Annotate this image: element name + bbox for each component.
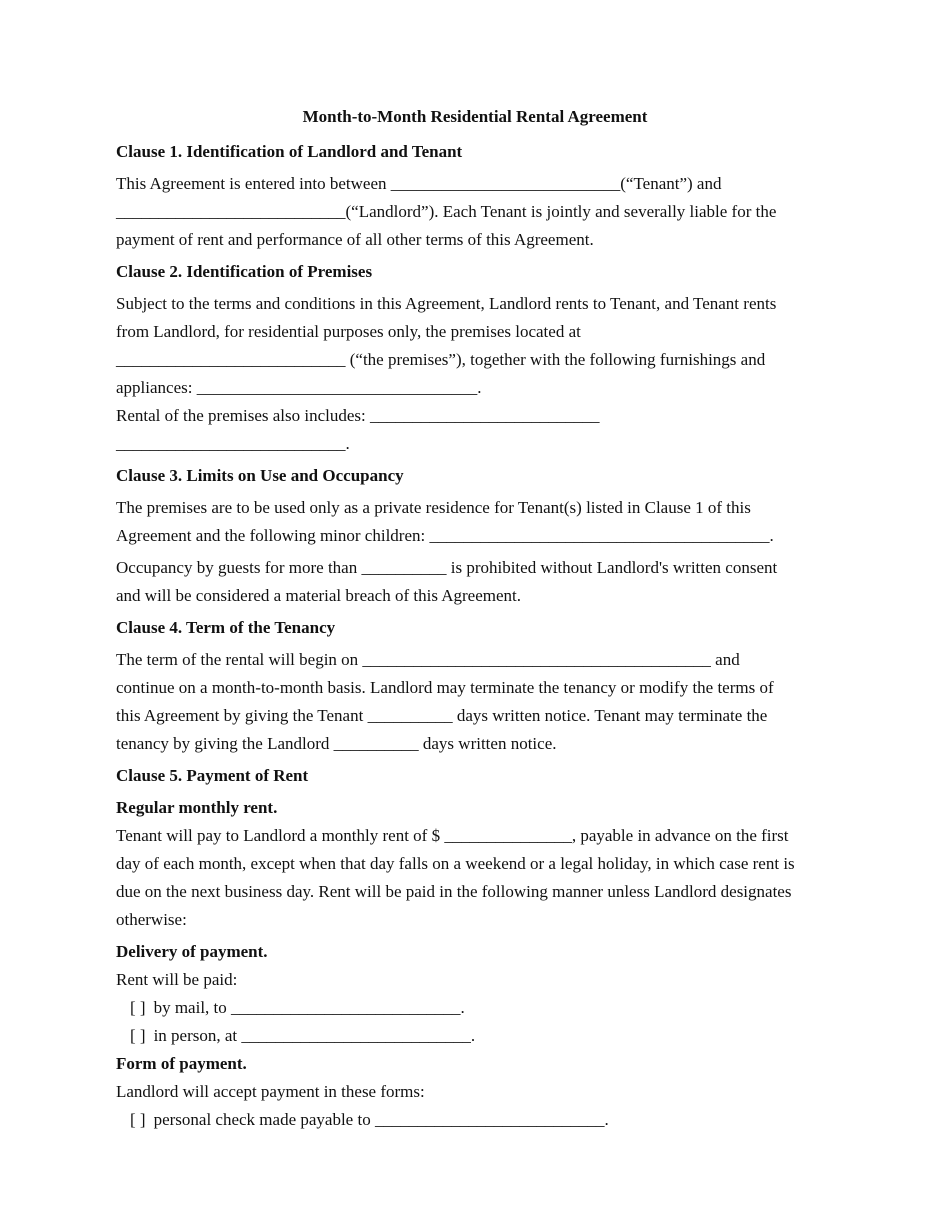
- text-line: continue on a month-to-month basis. Landlord may terminate the tenancy or modify the terms of: [116, 678, 774, 697]
- text-line: The premises are to be used only as a private residence for Tenant(s) listed in Clause 1 of this: [116, 498, 751, 517]
- text-line: appliances: _________________________________.: [116, 378, 482, 397]
- text-line: day of each month, except when that day falls on a weekend or a legal holiday, in which case rent is: [116, 854, 795, 873]
- text-line: otherwise:: [116, 910, 187, 929]
- clause-1-heading: Clause 1. Identification of Landlord and Tenant: [116, 142, 463, 161]
- text-line: due on the next business day. Rent will be paid in the following manner unless Landlord designates: [116, 882, 792, 901]
- checkbox-personal-check[interactable]: [ ]: [130, 1110, 146, 1129]
- checkbox-mail[interactable]: [ ]: [130, 998, 146, 1017]
- text-line: Tenant will pay to Landlord a monthly rent of $ _______________, payable in advance on the first: [116, 826, 789, 845]
- clause-5-heading: Clause 5. Payment of Rent: [116, 766, 309, 785]
- clause-1-text: [116, 170, 862, 254]
- regular-rent-text: [116, 822, 862, 934]
- text-line: tenancy by giving the Landlord __________ days written notice.: [116, 734, 557, 753]
- clause-2-text: [116, 290, 862, 458]
- checkbox-in-person[interactable]: [ ]: [130, 1026, 146, 1045]
- clause-2-heading: Clause 2. Identification of Premises: [116, 262, 373, 281]
- clause-4-heading: Clause 4. Term of the Tenancy: [116, 618, 336, 637]
- text-line: payment of rent and performance of all other terms of this Agreement.: [116, 230, 594, 249]
- document-title: Month-to-Month Residential Rental Agreement: [302, 107, 648, 126]
- document-body: [116, 138, 862, 1134]
- clause-3-text-b: [116, 554, 862, 610]
- text-line: ___________________________ (“the premises”), together with the following furnishings and: [116, 350, 766, 369]
- text-line: This Agreement is entered into between ___________________________(“Tenant”) and: [116, 174, 722, 193]
- form-of-payment-subheading: Form of payment.: [116, 1054, 247, 1073]
- clause-3: [116, 462, 862, 610]
- delivery-option-mail: [116, 994, 862, 1022]
- text-line: and will be considered a material breach of this Agreement.: [116, 586, 522, 605]
- clause-1: [116, 138, 862, 254]
- text-line: from Landlord, for residential purposes only, the premises located at: [116, 322, 581, 341]
- text-line: Agreement and the following minor children: ________________________________________.: [116, 526, 774, 545]
- text-line: ___________________________(“Landlord”). Each Tenant is jointly and severally liable for the: [116, 202, 777, 221]
- text-line: this Agreement by giving the Tenant __________ days written notice. Tenant may terminate the: [116, 706, 768, 725]
- regular-rent-subheading: Regular monthly rent.: [116, 798, 278, 817]
- text-line: ___________________________.: [116, 434, 350, 453]
- clause-2: [116, 258, 862, 458]
- option-label: personal check made payable to ___________________________.: [153, 1110, 609, 1129]
- text-line: Rental of the premises also includes: ___________________________: [116, 406, 600, 425]
- delivery-intro: Rent will be paid:: [116, 970, 238, 989]
- text-line: The term of the rental will begin on _________________________________________ and: [116, 650, 740, 669]
- text-line: Occupancy by guests for more than __________ is prohibited without Landlord's written consent: [116, 558, 778, 577]
- clause-3-text-a: [116, 494, 862, 550]
- delivery-subheading: Delivery of payment.: [116, 942, 268, 961]
- option-label: by mail, to ___________________________.: [153, 998, 465, 1017]
- clause-5: [116, 762, 862, 1134]
- clause-4-text: [116, 646, 862, 758]
- clause-3-heading: Clause 3. Limits on Use and Occupancy: [116, 466, 404, 485]
- option-label: in person, at ___________________________.: [153, 1026, 476, 1045]
- payment-option-personal-check: [116, 1106, 862, 1134]
- clause-4: [116, 614, 862, 758]
- form-of-payment-intro: Landlord will accept payment in these forms:: [116, 1082, 425, 1101]
- text-line: Subject to the terms and conditions in this Agreement, Landlord rents to Tenant, and Tenant rents: [116, 294, 777, 313]
- delivery-option-in-person: [116, 1022, 862, 1050]
